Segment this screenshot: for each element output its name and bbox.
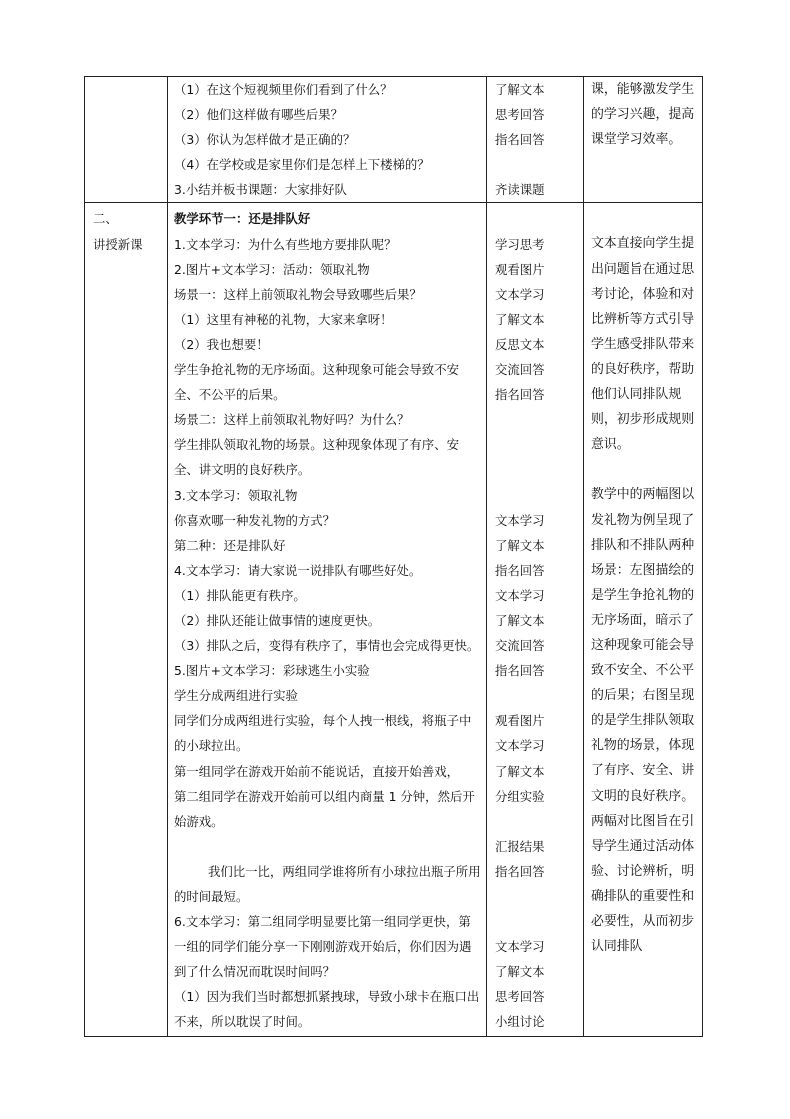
table-row: [85, 77, 703, 203]
content-line: 第一组同学在游戏开始前不能说话，直接开始善戏，: [174, 763, 459, 779]
content-line: 6.文本学习：第二组同学明显要比第一组同学更快，第一组的同学们能分享一下刚刚游戏开始后，你们因为遇到了什么情况而耽误时间吗？: [174, 914, 472, 980]
activity-line: 文本学习: [495, 512, 545, 528]
content-cell: [168, 203, 487, 1037]
content-line: 同学们分成两组进行实验，每个人拽一根线，将瓶子中的小球拉出。: [174, 713, 472, 754]
activity-line: 了解文本: [495, 311, 545, 327]
activity-line: 指名回答: [495, 562, 545, 578]
stage-cell: [85, 77, 168, 203]
activity-line: 了解文本: [495, 537, 545, 553]
activity-line: 指名回答: [495, 387, 545, 403]
content-line: 2.图片+文本学习：活动：领取礼物: [174, 261, 370, 277]
table-row: [85, 203, 703, 1037]
activity-line: 文本学习: [495, 286, 545, 302]
activity-line: 文本学习: [495, 587, 545, 603]
student-activity-cell: [487, 203, 584, 1037]
activity-line: 了解文本: [495, 964, 545, 980]
activity-line: 观看图片: [495, 713, 545, 729]
activity-line: 指名回答: [495, 863, 545, 879]
design-intent-text: 课，能够激发学生的学习兴趣，提高课堂学习效率。: [591, 82, 695, 148]
student-activity-cell: [487, 77, 584, 203]
content-line: 我们比一比，两组同学谁将所有小球拉出瓶子所用的时间最短。: [174, 863, 481, 904]
content-line: （2）排队还能让做事情的速度更快。: [174, 612, 381, 628]
activity-line: 汇报结果: [495, 838, 545, 854]
content-line: 5.图片+文本学习：彩球逃生小实验: [174, 663, 370, 679]
content-line: 学生排队领取礼物的场景。这种现象体现了有序、安全、讲文明的良好秩序。: [174, 437, 459, 478]
activity-line: 思考回答: [495, 107, 545, 123]
stage-title: 讲授新课: [93, 236, 143, 252]
content-line: （1）因为我们当时都想抓紧拽球，导致小球卡在瓶口出不来，所以耽误了时间。: [174, 989, 480, 1030]
summary-line: 3.小结并板书课题：大家排好队: [174, 182, 347, 198]
activity-line: 了解文本: [495, 763, 545, 779]
activity-line: 分组实验: [495, 788, 545, 804]
content-line: 场景一：这样上前领取礼物会导致哪些后果？: [174, 286, 422, 302]
content-line: 4.文本学习：请大家说一说排队有哪些好处。: [174, 562, 422, 578]
activity-line: 学习思考: [495, 236, 545, 252]
question-line: （3）你认为怎样做才是正确的？: [174, 132, 356, 148]
design-intent-cell: [584, 203, 703, 1037]
content-line: 第二种：还是排队好: [174, 537, 286, 553]
question-line: （1）在这个短视频里你们看到了什么？: [174, 82, 393, 97]
question-line: （2）他们这样做有哪些后果？: [174, 107, 343, 123]
activity-line: 交流回答: [495, 638, 545, 654]
activity-line: 文本学习: [495, 939, 545, 955]
content-line: 第二组同学在游戏开始前可以组内商量 1 分钟，然后开始游戏。: [174, 788, 475, 829]
activity-line: 指名回答: [495, 663, 545, 679]
content-line: 你喜欢哪一种发礼物的方式？: [174, 512, 336, 528]
activity-line: 小组讨论: [495, 1014, 545, 1030]
content-line: （2）我也想要！: [174, 336, 269, 352]
question-line: （4）在学校或是家里你们是怎样上下楼梯的？: [174, 157, 430, 173]
section-heading: 教学环节一：还是排队好: [174, 211, 311, 227]
activity-line: 交流回答: [495, 362, 545, 378]
content-line: 学生争抢礼物的无序场面。这种现象可能会导致不安全、不公平的后果。: [174, 362, 459, 403]
activity-line: 了解文本: [495, 82, 545, 97]
activity-line: 反思文本: [495, 336, 545, 352]
design-intent-text: 文本直接向学生提出问题旨在通过思考讨论，体验和对比辨析等方式引导学生感受排队带来的良好秩序，帮助他们认同排队规则，初步形成规则意识。: [591, 236, 695, 453]
content-line: （1）排队能更有秩序。: [174, 587, 306, 603]
activity-line: 指名回答: [495, 132, 545, 148]
stage-number: 二、: [93, 211, 118, 227]
activity-line: 文本学习: [495, 738, 545, 754]
activity-line: 齐读课题: [495, 182, 545, 198]
content-line: 1.文本学习：为什么有些地方要排队呢？: [174, 236, 397, 252]
content-line: 3.文本学习：领取礼物: [174, 487, 298, 503]
lesson-plan-table: [84, 76, 703, 1037]
content-cell: [168, 77, 487, 203]
design-intent-text: 教学中的两幅图以发礼物为例呈现了排队和不排队两种场景：左图描绘的是学生争抢礼物的无序场面，暗示了这种现象可能会导致不安全、不公平的后果；右图呈现的是学生排队领取礼物的场景，体现了有序、安全、讲文明的良好秩序。两幅对比图旨在引导学生通过活动体验、讨论辨析，明确排队的重要性和必要性，从而初步认同排队: [591, 487, 695, 955]
design-intent-cell: [584, 77, 703, 203]
content-line: （3）排队之后，变得有秩序了，事情也会完成得更快。: [174, 638, 480, 654]
content-line: 学生分成两组进行实验: [174, 688, 298, 704]
stage-cell: [85, 203, 168, 1037]
activity-line: 观看图片: [495, 261, 545, 277]
activity-line: 了解文本: [495, 612, 545, 628]
activity-line: 思考回答: [495, 989, 545, 1005]
content-line: 场景二：这样上前领取礼物好吗？为什么？: [174, 412, 410, 428]
content-line: （1）这里有神秘的礼物，大家来拿呀！: [174, 311, 393, 327]
